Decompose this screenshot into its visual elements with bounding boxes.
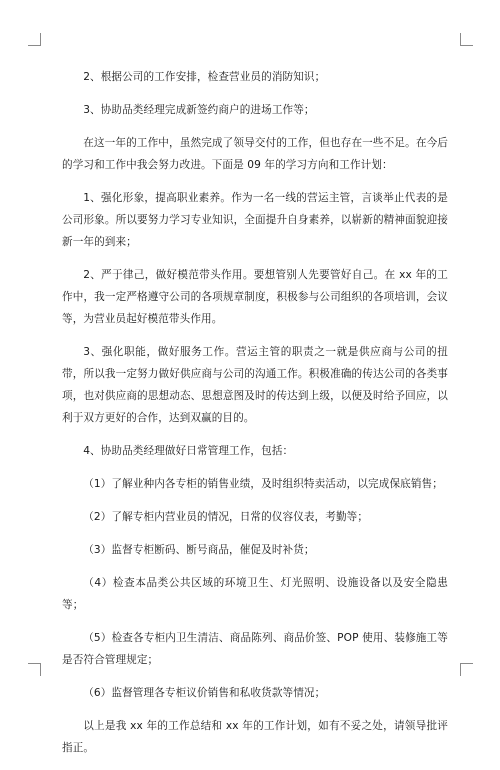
paragraph-year-review: 在这一年的工作中，虽然完成了领导交付的工作，但也存在一些不足。在今后的学习和工作中我会努力改进。下面是 09 年的学习方向和工作计划： — [62, 137, 448, 171]
paragraph-plan-discipline: 2、严于律己，做好模范带头作用。要想管别人先要管好自己。在 xx 年的工作中，我一定严格遵守公司的各项规章制度，积极参与公司组织的各项培训，会议等，为营业员起好模范带头作用。 — [62, 269, 448, 325]
list-item-restock: （3）监督专柜断码、断号商品，催促及时补货； — [83, 544, 315, 556]
list-item-staff-attendance: （2）了解专柜内营业员的情况，日常的仪容仪表，考勤等； — [83, 511, 369, 523]
paragraph-fire-safety-check: 2、根据公司的工作安排，检查营业员的消防知识； — [83, 71, 326, 83]
document-body — [62, 66, 448, 770]
list-item-sales-performance: （1）了解业种内各专柜的销售业绩，及时组织特卖活动，以完成保底销售； — [83, 478, 443, 490]
crop-mark-top-left — [28, 33, 41, 46]
paragraph-closing: 以上是我 xx 年的工作总结和 xx 年的工作计划，如有不妥之处，请领导批评指正。 — [62, 720, 448, 754]
paragraph-plan-management: 4、协助品类经理做好日常管理工作，包括： — [83, 445, 294, 457]
paragraph-plan-service: 3、强化职能，做好服务工作。营运主管的职责之一就是供应商与公司的扭带，所以我一定努力做好供应商与公司的沟通工作。积极准确的传达公司的各类事项，也对供应商的思想动态、思想意图及时的传达到上级，以便及时给予回应，以利于双方更好的合作，达到双赢的目的。 — [62, 346, 448, 424]
paragraph-plan-image: 1、强化形象，提高职业素养。作为一名一线的营运主管，言谈举止代表的是公司形象。所以要努力学习专业知识，全面提升自身素养，以崭新的精神面貌迎接新一年的到来； — [62, 192, 448, 248]
list-item-public-area-check: （4）检查本品类公共区域的环境卫生、灯光照明、设施设备以及安全隐患等； — [62, 577, 448, 611]
list-item-pricing-supervision: （6）监督管理各专柜议价销售和私收货款等情况； — [83, 687, 326, 699]
paragraph-merchant-onboarding: 3、协助品类经理完成新签约商户的进场工作等； — [83, 104, 315, 116]
crop-mark-bottom-left — [28, 663, 41, 676]
crop-mark-top-right — [460, 33, 473, 46]
crop-mark-bottom-right — [460, 663, 473, 676]
list-item-counter-inspection: （5）检查各专柜内卫生清洁、商品陈列、商品价签、POP 使用、装修施工等是否符合管理规定； — [62, 632, 448, 666]
